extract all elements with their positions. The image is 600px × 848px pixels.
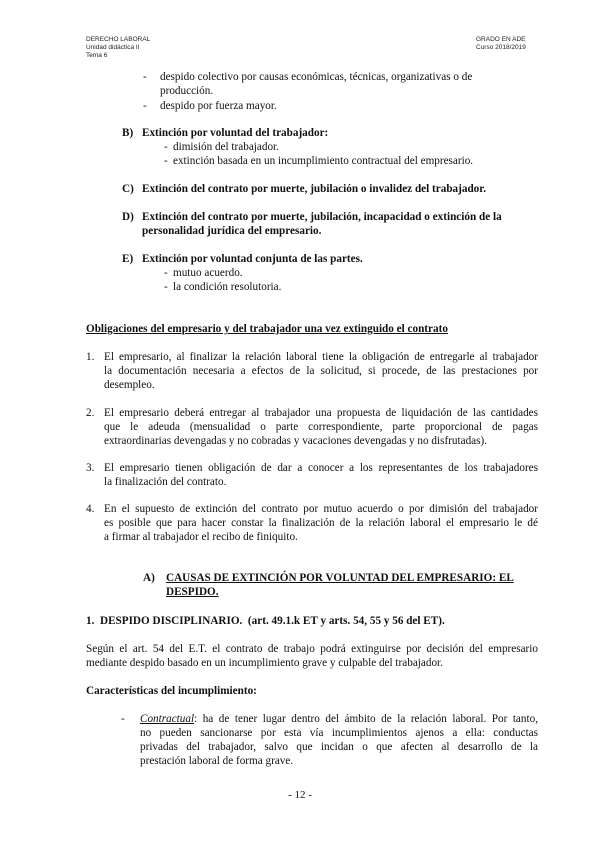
obligation-item (104, 350, 538, 392)
paragraph-line: Según el art. 54 del E.T. el contrato de trabajo podrá extinguirse por decisión del empresario (86, 643, 538, 655)
page-number: - 12 - (288, 789, 312, 801)
obligation-line: a firmar al trabajador el recibo de finiquito. (104, 531, 298, 543)
section-b-title: Extinción por voluntad del trabajador: (142, 127, 329, 139)
item-number: 1. (86, 351, 95, 363)
paragraph-line: mediante despido basado en un incumplimiento grave y culpable del trabajador. (86, 657, 443, 669)
section-c-title: Extinción del contrato por muerte, jubilación o invalidez del trabajador. (142, 183, 487, 195)
item-number: 4. (86, 503, 95, 515)
obligation-line: que le adeuda (mensualidad o parte correspondiente, parte proporcional de pagas (104, 421, 538, 433)
list-dash: - (143, 71, 147, 83)
contractual-bullet (140, 712, 538, 768)
section-d-title: Extinción del contrato por muerte, jubilación, incapacidad o extinción de la (142, 211, 502, 223)
bullet-term: Contractual (140, 713, 195, 725)
bullet-line (140, 712, 538, 726)
section-a-marker: A) (143, 572, 155, 584)
despido-heading: 1. DESPIDO DISCIPLINARIO. (art. 49.1.k ET y arts. 54, 55 y 56 del ET). (86, 615, 445, 627)
item-number: 3. (86, 462, 95, 474)
list-dash: - (164, 267, 168, 279)
header-degree: GRADO EN ADE (476, 36, 526, 43)
obligation-line: es posible que para hacer constar la finalización de la relación laboral el empresario le dé (104, 517, 538, 529)
bullet-line: privadas del trabajador, salvo que incidan o que afecten al desarrollo de la (140, 741, 538, 753)
list-dash: - (164, 155, 168, 167)
list-dash: - (121, 713, 125, 725)
section-a-title: CAUSAS DE EXTINCIÓN POR VOLUNTAD DEL EMPRESARIO: EL (166, 572, 514, 584)
list-item: despido colectivo por causas económicas, técnicas, organizativas o de (160, 71, 473, 83)
header-topic: Tema 6 (86, 52, 108, 60)
obligation-line: El empresario deberá entregar al trabajador una propuesta de liquidación de las cantidades (104, 407, 538, 419)
obligations-heading: Obligaciones del empresario y del trabajador una vez extinguido el contrato (86, 323, 448, 335)
section-a-title-cont: DESPIDO. (166, 586, 219, 598)
section-c-marker: C) (122, 183, 134, 195)
header-year: Curso 2018/2019 (476, 44, 526, 52)
obligation-item (104, 502, 538, 544)
list-dash: - (164, 281, 168, 293)
list-item: mutuo acuerdo. (173, 267, 243, 279)
list-item: dimisión del trabajador. (173, 141, 279, 153)
obligation-item (104, 406, 538, 448)
obligation-line: la finalización del contrato. (104, 476, 227, 488)
bullet-line: prestación laboral de forma grave. (140, 755, 294, 767)
section-d-title-cont: personalidad jurídica del empresario. (142, 225, 322, 237)
list-dash: - (164, 141, 168, 153)
header-unit: Unidad didáctica II (86, 44, 140, 52)
bullet-line: no pueden sancionarse por esta vía incumplimientos ajenos a ella: conductas (140, 727, 538, 739)
bullet-text: : ha de tener lugar dentro del ámbito de la relación laboral. Por tanto, (194, 713, 538, 725)
list-item: la condición resolutoria. (173, 281, 282, 293)
despido-paragraph (86, 642, 538, 670)
header-right (476, 36, 526, 52)
section-d-marker: D) (122, 211, 134, 223)
section-e-marker: E) (122, 253, 134, 265)
characteristics-heading: Características del incumplimiento: (86, 685, 257, 697)
obligation-line: En el supuesto de extinción del contrato por mutuo acuerdo o por dimisión del trabajador (104, 503, 538, 515)
obligation-item (104, 461, 538, 489)
section-e-title: Extinción por voluntad conjunta de las partes. (142, 253, 363, 265)
list-item: despido por fuerza mayor. (160, 100, 277, 112)
header-course: DERECHO LABORAL (86, 36, 151, 43)
item-number: 2. (86, 407, 95, 419)
list-dash: - (143, 100, 147, 112)
list-item: extinción basada en un incumplimiento contractual del empresario. (173, 155, 474, 167)
obligation-line: El empresario, al finalizar la relación laboral tiene la obligación de entregarle al trabajador (104, 351, 538, 363)
obligation-line: El empresario tienen obligación de dar a conocer a los representantes de los trabajadores (104, 462, 538, 474)
list-item-cont: producción. (160, 85, 214, 97)
section-b-marker: B) (122, 127, 134, 139)
obligation-line: la documentación necesaria a efectos de la solicitud, si procede, de las prestaciones por (104, 365, 538, 377)
header-left (86, 36, 150, 61)
obligation-line: extraordinarias devengadas y no cobradas y vacaciones devengadas y no disfrutadas). (104, 435, 488, 447)
obligation-line: desempleo. (104, 379, 155, 391)
